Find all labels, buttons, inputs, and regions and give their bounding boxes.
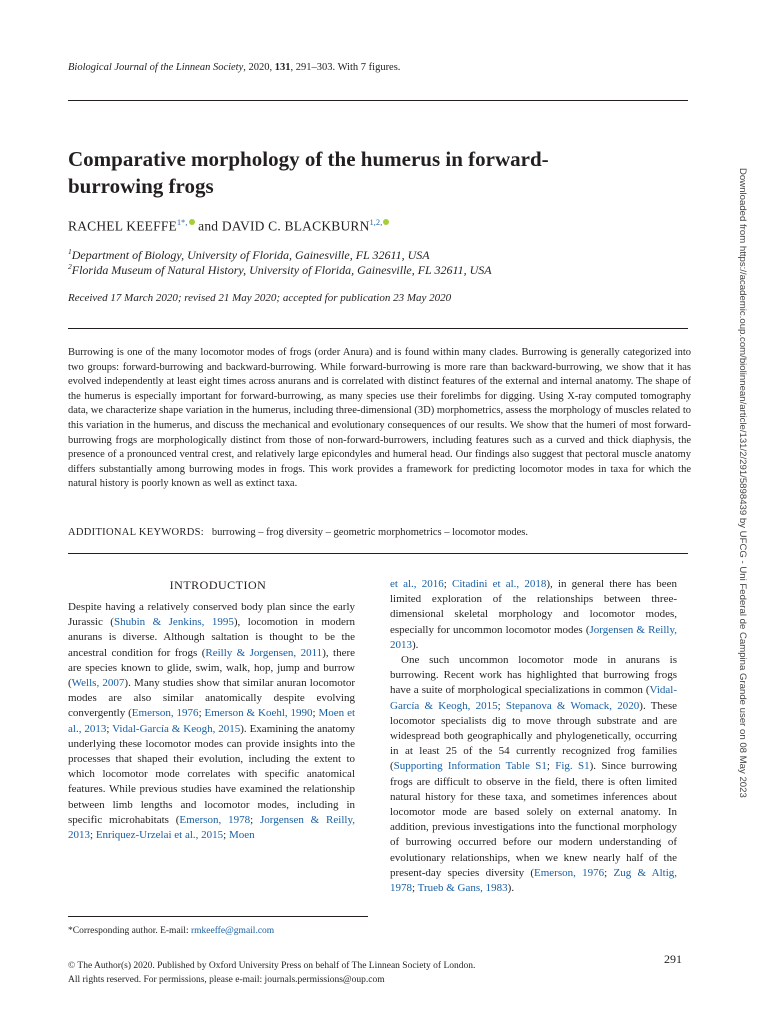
citation-link[interactable]: Emerson, 1976 bbox=[534, 866, 605, 879]
citation-link[interactable]: Wells, 2007 bbox=[71, 677, 125, 690]
citation-link[interactable]: Vidal-García & Keogh, 2015 bbox=[112, 722, 241, 735]
body-text: ), in general there has been limited exploration of the relationships between three-dimensional skeletal morphology and locomotor modes, especially for uncommon locomotor modes ( bbox=[390, 578, 678, 636]
citation-link[interactable]: et al., 2016 bbox=[390, 578, 444, 590]
keywords-heading: ADDITIONAL KEYWORDS: bbox=[68, 527, 204, 538]
citation-year: , 2020, bbox=[243, 62, 275, 73]
copyright-line-1: © The Author(s) 2020. Published by Oxford University Press on behalf of The Linnean Society of London. bbox=[68, 961, 476, 971]
citation-link[interactable]: Stepanova & Womack, 2020 bbox=[505, 699, 640, 712]
body-text: ; bbox=[106, 722, 113, 735]
abstract-bottom-rule bbox=[68, 553, 688, 554]
journal-citation bbox=[68, 62, 400, 73]
intro-paragraph-1 bbox=[68, 600, 355, 843]
body-text: ), there are species known to glide, swim, walk, hop, jump and burrow ( bbox=[68, 646, 355, 690]
citation-link[interactable]: Citadini et al., 2018 bbox=[452, 578, 547, 590]
author-join-blackburn[interactable]: and DAVID C. BLACKBURN bbox=[194, 218, 370, 234]
body-text: ; bbox=[604, 866, 614, 879]
citation-link[interactable]: Zug & Altig, 1978 bbox=[390, 866, 678, 895]
body-text: ). bbox=[507, 882, 515, 895]
orcid-icon[interactable] bbox=[383, 219, 389, 225]
body-text: Despite having a relatively conserved body plan since the early Jurassic ( bbox=[68, 601, 355, 629]
received-dates: Received 17 March 2020; revised 21 May 2020; accepted for publication 23 May 2020 bbox=[68, 292, 452, 304]
affiliation-1 bbox=[68, 247, 430, 263]
author2-affiliation-marks[interactable]: 1,2, bbox=[369, 218, 383, 227]
citation-pages: , 291–303. With 7 figures. bbox=[290, 62, 401, 73]
copyright-line-2: All rights reserved. For permissions, please e-mail: journals.permissions@oup.com bbox=[68, 974, 385, 985]
body-text: One such uncommon locomotor mode in anurans is burrowing. Recent work has highlighted that burrowing frogs have a suite of morphological specializations in common ( bbox=[390, 654, 677, 697]
body-text: ). Many studies show that similar anuran locomotor modes are also similar anatomically despite evolving convergently ( bbox=[68, 677, 355, 720]
citation-link[interactable]: Moen bbox=[228, 829, 255, 842]
header-rule bbox=[68, 100, 688, 101]
author-email-link[interactable]: rmkeeffe@gmail.com bbox=[190, 926, 275, 936]
citation-link[interactable]: Fig. S1 bbox=[555, 760, 590, 773]
keywords-text: burrowing – frog diversity – geometric morphometrics – locomotor modes. bbox=[211, 527, 528, 538]
citation-link[interactable]: Jorgensen & Reilly, 2013 bbox=[390, 623, 677, 651]
affiliation-1-text: Department of Biology, University of Florida, Gainesville, FL 32611, USA bbox=[71, 248, 430, 262]
affiliation-2-text: Florida Museum of Natural History, University of Florida, Gainesville, FL 32611, USA bbox=[71, 263, 492, 277]
copyright-notice bbox=[68, 960, 475, 987]
footnote-rule bbox=[68, 916, 368, 917]
body-text: ; bbox=[412, 882, 418, 895]
citation-link[interactable]: Trueb & Gans, 1983 bbox=[417, 882, 508, 895]
citation-link[interactable]: Emerson & Koehl, 1990 bbox=[204, 707, 313, 720]
body-text: ). Since burrowing frogs are difficult to observe in the field, there is often limited natural history for these taxa, and sometimes inferences about locomotor mode are based solely on external anatomy. In addition, previous investigations into the functional morphology of burrowing occurred before our modern understanding of evolutionary relationships, when we knew nearly half of the present-day species diversity ( bbox=[390, 760, 677, 879]
citation-link[interactable]: Reilly & Jorgensen, 2011 bbox=[205, 646, 323, 659]
body-text: ; bbox=[546, 760, 556, 773]
citation-link[interactable]: Moen et al., 2013 bbox=[68, 707, 356, 735]
body-text: ; bbox=[198, 707, 205, 720]
citation-link[interactable]: Jorgensen & Reilly, 2013 bbox=[68, 813, 355, 842]
body-text: ). Examining the anatomy underlying these locomotor modes can provide insights into the processes that shaped their evolution, including the extent to which locomotor mode correlates with specific anatomical features. While previous studies have examined the relationship between limb lengths and locomotor modes, including in specific microhabitats ( bbox=[68, 722, 356, 826]
footnote-label: *Corresponding author. E-mail: bbox=[68, 926, 191, 936]
article-title: Comparative morphology of the humerus in forward-burrowing frogs bbox=[68, 147, 549, 198]
download-watermark: Downloaded from https://academic.oup.com/biolinnean/article/131/2/291/5898439 by UFCG - Uni Federal de Campina Grande user on 08 May 2023 bbox=[737, 168, 748, 798]
author1-affiliation-marks[interactable]: 1*, bbox=[176, 218, 188, 227]
column-left bbox=[68, 600, 355, 843]
page-number: 291 bbox=[664, 952, 682, 966]
body-text: ), locomotion in modern anurans is diverse. Although saltation is thought to be the ancestral condition for frogs ( bbox=[68, 616, 355, 659]
citation-link[interactable]: Supporting Information Table S1 bbox=[393, 760, 547, 773]
body-text: ; bbox=[90, 829, 96, 842]
body-text: ; bbox=[312, 707, 319, 720]
column-right bbox=[390, 577, 677, 896]
body-text: ; bbox=[223, 829, 229, 842]
affiliation-2-number: 2 bbox=[68, 262, 72, 271]
citation-link[interactable]: Shubin & Jenkins, 1995 bbox=[113, 616, 234, 629]
citation-link[interactable]: Enriquez-Urzelai et al., 2015 bbox=[95, 829, 224, 842]
section-heading-introduction: INTRODUCTION bbox=[169, 578, 267, 592]
body-text: ; bbox=[443, 578, 452, 590]
author-line bbox=[68, 218, 389, 235]
citation-volume: 131 bbox=[274, 62, 291, 73]
affiliation-2 bbox=[68, 262, 492, 278]
keywords-line bbox=[68, 527, 528, 538]
affiliation-1-number: 1 bbox=[68, 247, 72, 256]
body-text: ; bbox=[497, 699, 506, 712]
citation-link[interactable]: Vidal-García & Keogh, 2015 bbox=[390, 684, 677, 712]
journal-name: Biological Journal of the Linnean Society bbox=[68, 62, 244, 73]
body-text: ). bbox=[412, 638, 419, 651]
intro-paragraph-2 bbox=[390, 653, 677, 896]
author-keeffe[interactable]: RACHEL KEEFFE bbox=[68, 218, 177, 234]
corresponding-author-note bbox=[68, 926, 274, 936]
abstract-top-rule bbox=[68, 328, 688, 329]
abstract: Burrowing is one of the many locomotor modes of frogs (order Anura) and is found within many clades. Burrowing is generally categorized into two groups: forward-burrowing and backward-burrowing. While forward-burrowing is more rare than backward-burrowing, we show that it has evolved independently at least eight times across anurans and is correlated with distinct features of the external and internal anatomy. The shape of the humerus is especially important for forward-burrowing, as many species use their forelimbs for digging. Using X-ray computed tomography data, we characterize shape variation in the humerus, including three-dimensional (3D) morphometrics, assess the morphology of muscles related to this variation in the humerus, and discuss the mechanical and evolutionary consequences of our results. We show that the humeri of most forward-burrowing frogs are morphologically distinct from those of non-forward-burrowers, including features such as a curved and thick diaphysis, the presence of a pronounced ventral crest, and relatively large epicondyles and humeral head. Our findings also suggest that pectoral muscle anatomy differs substantially among burrowing modes in frogs. This work provides a framework for predicting locomotor modes in taxa for which the natural history is poorly known as well as extinct taxa. bbox=[68, 347, 691, 490]
body-text: ). These locomotor specialists dig to move through substrate and are widespread both geographically and phylogenetically, occurring in at least 25 of the 54 currently recognized frog families ( bbox=[390, 699, 677, 773]
citation-link[interactable]: Emerson, 1978 bbox=[179, 813, 251, 826]
body-text: ; bbox=[250, 813, 261, 826]
intro-paragraph-1-continued bbox=[390, 577, 677, 653]
citation-link[interactable]: Emerson, 1976 bbox=[131, 707, 199, 720]
